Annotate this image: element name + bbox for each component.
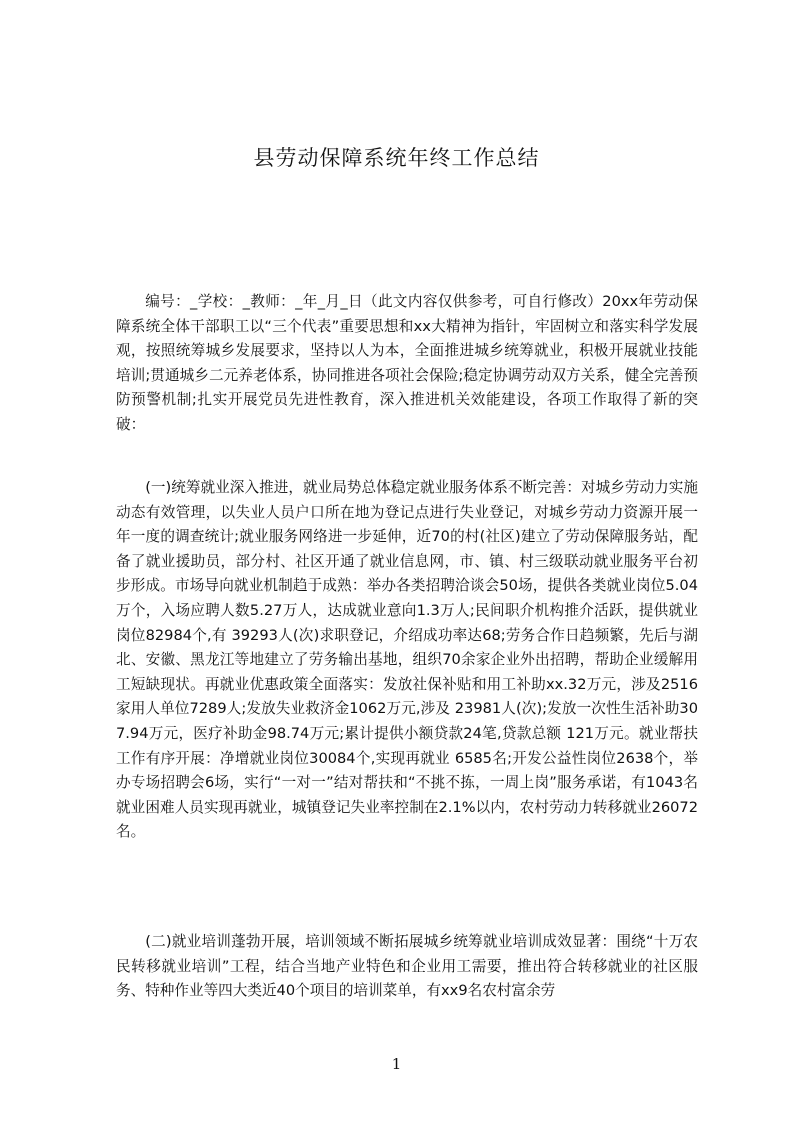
page-number: 1 <box>391 1055 402 1073</box>
document-title: 县劳动保障系统年终工作总结 <box>253 146 540 170</box>
paragraph-employment: (一)统筹就业深入推进，就业局势总体稳定就业服务体系不断完善：对城乡劳动力实施动态有效管理，以失业人员户口所在地为登记点进行失业登记，对城乡劳动力资源开展一年一度的调查统计;就业服务网络进一步延伸，近70的村(社区)建立了劳动保障服务站，配备了就业援助员，部分村、社区开通了就业信息网，市、镇、村三级联动就业服务平台初步形成。市场导向就业机制趋于成熟：举办各类招聘洽谈会50场，提供各类就业岗位5.04万个，入场应聘人数5.27万人，达成就业意向1.3万人;民间职介机构推介活跃，提供就业岗位82984个,有 39293人(次)求职登记，介绍成功率达68;劳务合作日趋频繁，先后与湖北、安徽、黑龙江等地建立了劳务输出基地，组织70余家企业外出招聘，帮助企业缓解用工短缺现状。再就业优惠政策全面落实：发放社保补贴和用工补助xx.32万元，涉及2516家用人单位7289人;发放失业救济金1062万元,涉及 23981人(次);发放一次性生活补助307.94万元，医疗补助金98.74万元;累计提供小额贷款24笔,贷款总额 121万元。就业帮扶工作有序开展：净增就业岗位30084个,实现再就业 6585名;开发公益性岗位2638个，举办专场招聘会6场，实行“一对一”结对帮扶和“不挑不拣，一周上岗”服务承诺，有1043名就业困难人员实现再就业，城镇登记失业率控制在2.1%以内，农村劳动力转移就业26072名。 <box>116 479 698 841</box>
paragraph-intro: 编号：_学校：_教师：_年_月_日（此文内容仅供参考，可自行修改）20xx年劳动保障系统全体干部职工以“三个代表”重要思想和xx大精神为指针，牢固树立和落实科学发展观，按照统筹城乡发展要求，坚持以人为本，全面推进城乡统筹就业，积极开展就业技能培训;贯通城乡二元养老体系，协同推进各项社会保险;稳定协调劳动双方关系，健全完善预防预警机制;扎实开展党员先进性教育，深入推进机关效能建设，各项工作取得了新的突破： <box>116 293 698 433</box>
paragraph-training: (二)就业培训蓬勃开展，培训领域不断拓展城乡统筹就业培训成效显著：围绕“十万农民转移就业培训”工程，结合当地产业特色和企业用工需要，推出符合转移就业的社区服务、特种作业等四大类近40个项目的培训菜单，有xx9名农村富余劳 <box>116 933 698 1000</box>
